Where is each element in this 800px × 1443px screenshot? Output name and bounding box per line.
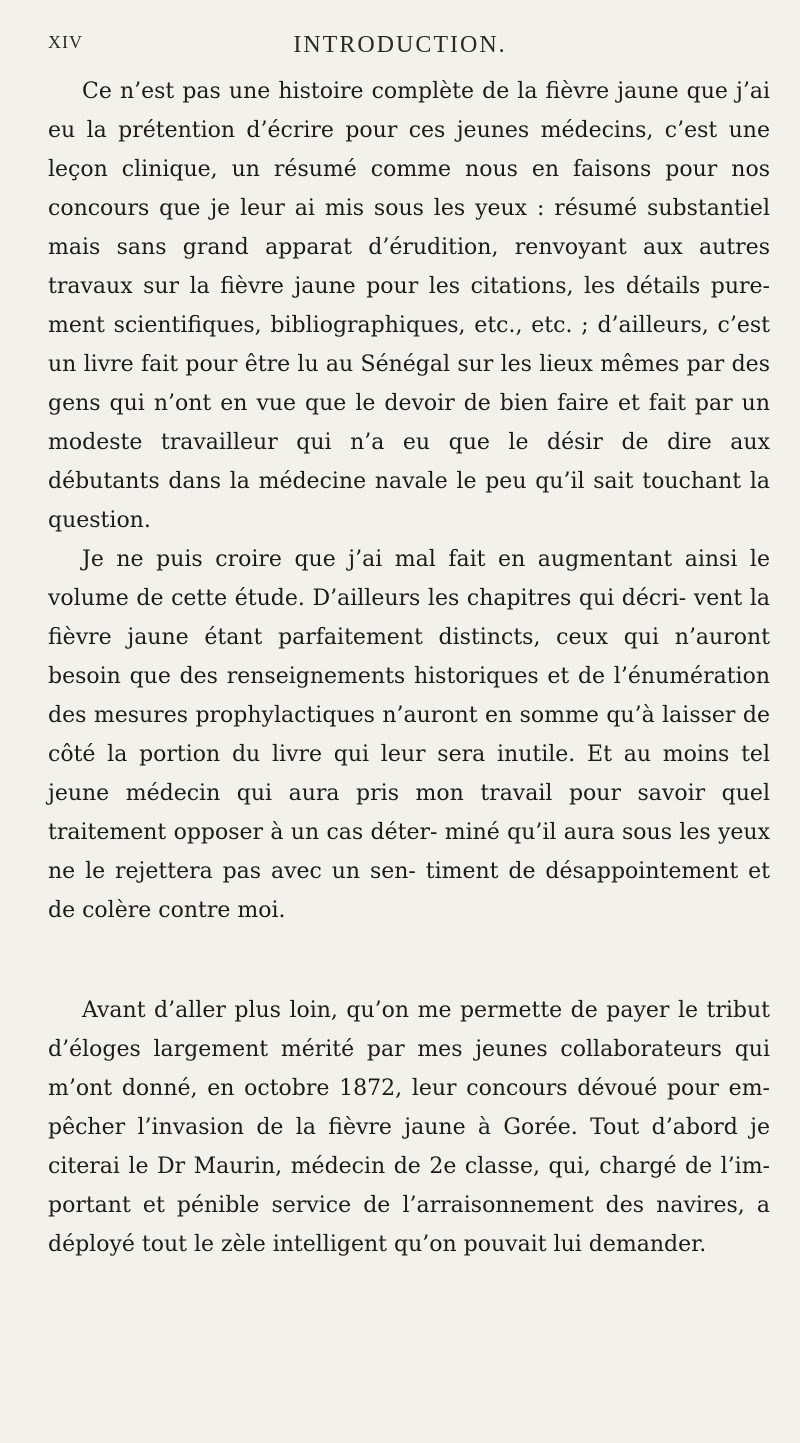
page-number: XIV xyxy=(48,32,83,52)
paragraph-3: Avant d’aller plus loin, qu’on me permette de payer le tribut d’éloges largement mérité par mes jeunes collaborateurs qui m’ont donné, en octobre 1872, leur concours dévoué pour em- pêcher l’invasion de la fièvre jaune à Gorée. Tout d’abord je citerai le Dr Maurin, médecin de 2e classe, qui, chargé de l’im- portant et pénible service de l’arraisonnement des navires, a déployé tout le zèle intelligent qu’on pouvait lui demander. xyxy=(48,998,770,1257)
body-text xyxy=(48,72,770,1264)
paragraph-2: Je ne puis croire que j’ai mal fait en augmentant ainsi le volume de cette étude. D’ailleurs les chapitres qui décri- vent la fièvre jaune étant parfaitement distincts, ceux qui n’auront besoin que des renseignements historiques et de l’énumération des mesures prophylactiques n’auront en somme qu’à laisser de côté la portion du livre qui leur sera inutile. Et au moins tel jeune médecin qui aura pris mon travail pour savoir quel traitement opposer à un cas déter- miné qu’il aura sous les yeux ne le rejettera pas avec un sen- timent de désappointement et de colère contre moi. xyxy=(48,547,770,923)
running-title: INTRODUCTION. xyxy=(293,32,507,58)
page-header xyxy=(48,20,752,60)
paragraph-1: Ce n’est pas une histoire complète de la fièvre jaune que j’ai eu la prétention d’écrire pour ces jeunes médecins, c’est une leçon clinique, un résumé comme nous en faisons pour nos concours que je leur ai mis sous les yeux : résumé substantiel mais sans grand apparat d’érudition, renvoyant aux autres travaux sur la fièvre jaune pour les citations, les détails pure- ment scientifiques, bibliographiques, etc., etc. ; d’ailleurs, c’est un livre fait pour être lu au Sénégal sur les lieux mêmes par des gens qui n’ont en vue que le devoir de bien faire et fait par un modeste travailleur qui n’a eu que le désir de dire aux débutants dans la médecine navale le peu qu’il sait touchant la question. xyxy=(48,79,770,533)
